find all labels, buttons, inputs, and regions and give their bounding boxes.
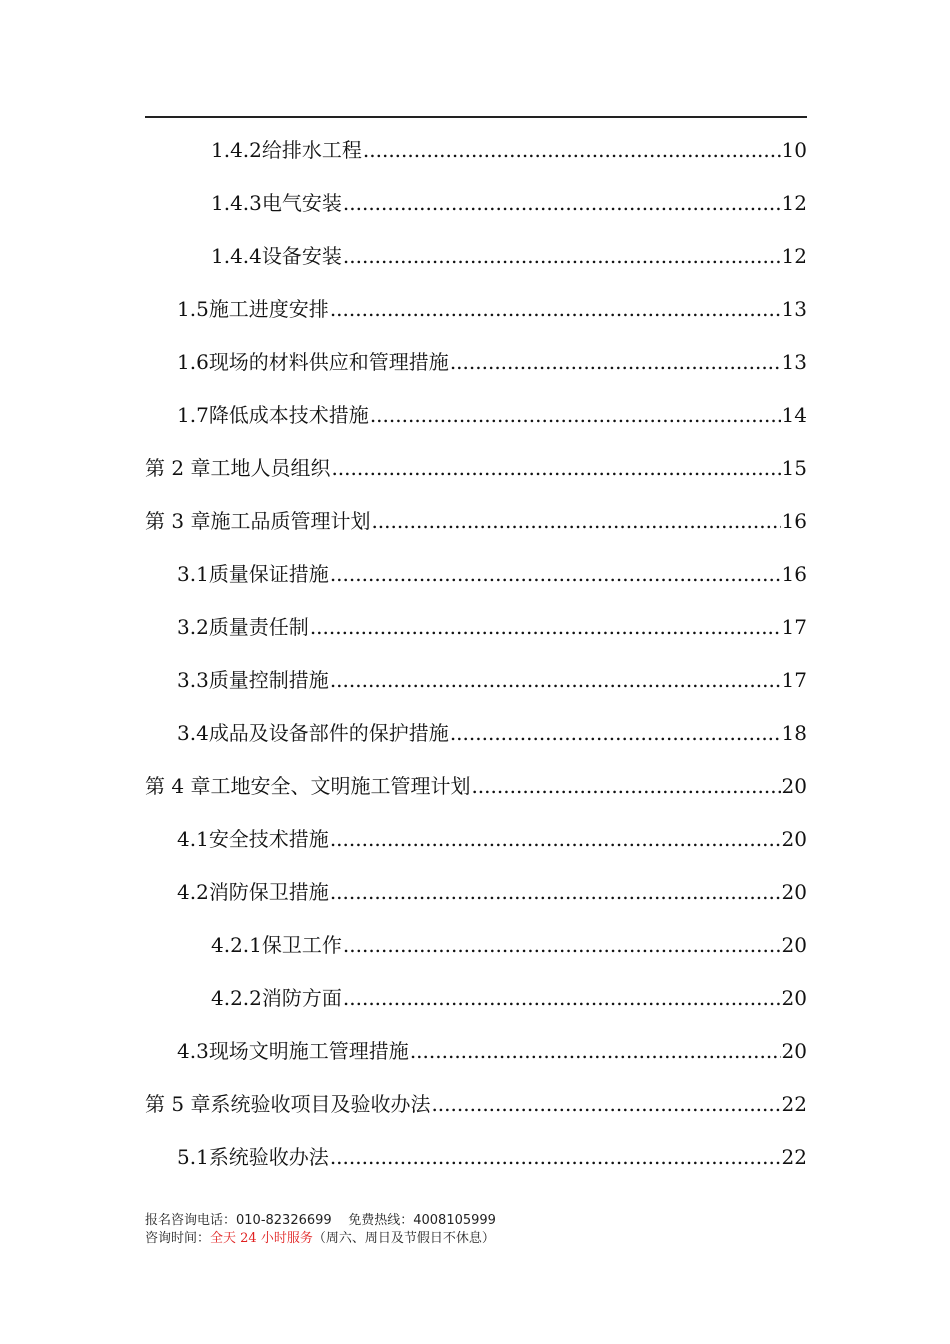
dot-leader — [343, 919, 781, 972]
toc-entry-page: 17 — [781, 615, 807, 639]
toc-entry[interactable] — [145, 654, 807, 707]
toc-entry-page: 13 — [781, 350, 807, 374]
toc-entry-title: 现场文明施工管理措施 — [208, 1039, 409, 1063]
dot-leader — [343, 230, 781, 283]
dot-leader — [363, 124, 781, 177]
dot-leader — [331, 442, 780, 495]
toc-entry-title: 电气安装 — [261, 191, 342, 215]
toc-entry-page: 22 — [781, 1145, 807, 1169]
toc-entry[interactable] — [145, 230, 807, 283]
toc-entry-number: 1.4.3 — [211, 191, 262, 215]
toc-entry-number: 第 3 章 — [145, 509, 211, 533]
toc-entry[interactable] — [145, 495, 807, 548]
toc-entry-page: 20 — [781, 1039, 807, 1063]
dot-leader — [370, 389, 781, 442]
toc-entry-number: 1.7 — [177, 403, 209, 427]
toc-entry-page: 20 — [781, 880, 807, 904]
toc-entry[interactable] — [145, 336, 807, 389]
phone-label: 报名咨询电话： — [145, 1213, 237, 1228]
toc-entry-number: 第 4 章 — [145, 774, 211, 798]
dot-leader — [330, 548, 781, 601]
hotline-number: 4008105999 — [413, 1213, 496, 1228]
toc-entry-title: 施工品质管理计划 — [210, 509, 371, 533]
footer-hours-line — [145, 1230, 496, 1248]
toc-entry-title: 质量控制措施 — [208, 668, 329, 692]
toc-entry-page: 14 — [781, 403, 807, 427]
toc-entry-number: 4.2.1 — [211, 933, 262, 957]
toc-entry[interactable] — [145, 813, 807, 866]
toc-entry-number: 3.4 — [177, 721, 209, 745]
dot-leader — [330, 654, 781, 707]
toc-entry-number: 3.2 — [177, 615, 209, 639]
toc-entry[interactable] — [145, 1025, 807, 1078]
dot-leader — [330, 1131, 781, 1184]
toc-entry-title: 消防保卫措施 — [208, 880, 329, 904]
toc-entry-page: 16 — [781, 509, 807, 533]
toc-entry[interactable] — [145, 760, 807, 813]
toc-entry[interactable] — [145, 548, 807, 601]
toc-entry-number: 1.4.2 — [211, 138, 262, 162]
hours-value: 全天 24 小时服务 — [210, 1231, 313, 1246]
toc-entry-page: 12 — [781, 244, 807, 268]
page-footer — [145, 1212, 496, 1248]
dot-leader — [343, 177, 781, 230]
dot-leader — [450, 336, 781, 389]
toc-entry-title: 质量保证措施 — [208, 562, 329, 586]
toc-entry-number: 第 5 章 — [145, 1092, 211, 1116]
toc-entry-title: 施工进度安排 — [208, 297, 329, 321]
dot-leader — [450, 707, 781, 760]
toc-entry-page: 20 — [781, 986, 807, 1010]
toc-entry-number: 5.1 — [177, 1145, 209, 1169]
dot-leader — [410, 1025, 781, 1078]
toc-entry-number: 3.1 — [177, 562, 209, 586]
toc-entry-title: 现场的材料供应和管理措施 — [208, 350, 449, 374]
toc-entry-page: 10 — [781, 138, 807, 162]
toc-entry-title: 给排水工程 — [261, 138, 362, 162]
toc-entry-title: 成品及设备部件的保护措施 — [208, 721, 449, 745]
toc-entry-page: 17 — [781, 668, 807, 692]
table-of-contents — [145, 124, 807, 1184]
toc-entry-title: 工地人员组织 — [210, 456, 331, 480]
toc-entry[interactable] — [145, 283, 807, 336]
toc-entry-page: 20 — [781, 933, 807, 957]
toc-entry-page: 20 — [781, 774, 807, 798]
toc-entry-title: 降低成本技术措施 — [208, 403, 369, 427]
toc-entry-title: 工地安全、文明施工管理计划 — [210, 774, 471, 798]
toc-entry-page: 20 — [781, 827, 807, 851]
toc-entry-title: 消防方面 — [261, 986, 342, 1010]
footer-contact-line — [145, 1212, 496, 1230]
header-rule — [145, 116, 807, 118]
toc-entry-number: 4.2.2 — [211, 986, 262, 1010]
toc-entry-number: 1.5 — [177, 297, 209, 321]
dot-leader — [330, 283, 781, 336]
toc-entry-title: 保卫工作 — [261, 933, 342, 957]
toc-entry-title: 安全技术措施 — [208, 827, 329, 851]
toc-entry[interactable] — [145, 389, 807, 442]
hours-label: 咨询时间： — [145, 1231, 211, 1246]
dot-leader — [371, 495, 780, 548]
toc-entry[interactable] — [145, 972, 807, 1025]
toc-entry-number: 1.6 — [177, 350, 209, 374]
dot-leader — [310, 601, 781, 654]
dot-leader — [343, 972, 781, 1025]
toc-entry[interactable] — [145, 601, 807, 654]
toc-entry[interactable] — [145, 1131, 807, 1184]
toc-entry-title: 设备安装 — [261, 244, 342, 268]
toc-entry-page: 13 — [781, 297, 807, 321]
toc-entry-page: 22 — [781, 1092, 807, 1116]
toc-entry[interactable] — [145, 707, 807, 760]
dot-leader — [471, 760, 780, 813]
toc-entry-page: 12 — [781, 191, 807, 215]
toc-entry-number: 第 2 章 — [145, 456, 211, 480]
toc-entry-page: 15 — [781, 456, 807, 480]
phone-number: 010-82326699 — [236, 1213, 332, 1228]
toc-entry-page: 18 — [781, 721, 807, 745]
toc-entry[interactable] — [145, 866, 807, 919]
toc-entry-page: 16 — [781, 562, 807, 586]
dot-leader — [330, 866, 781, 919]
toc-entry-number: 4.1 — [177, 827, 209, 851]
dot-leader — [330, 813, 781, 866]
toc-entry-title: 系统验收项目及验收办法 — [210, 1092, 431, 1116]
toc-entry-number: 4.3 — [177, 1039, 209, 1063]
toc-entry[interactable] — [145, 919, 807, 972]
toc-entry-number: 1.4.4 — [211, 244, 262, 268]
toc-entry-title: 质量责任制 — [208, 615, 309, 639]
toc-entry[interactable] — [145, 1078, 807, 1131]
dot-leader — [431, 1078, 780, 1131]
hotline-label: 免费热线： — [348, 1213, 414, 1228]
toc-entry[interactable] — [145, 177, 807, 230]
hours-note: （周六、周日及节假日不休息） — [312, 1231, 495, 1246]
toc-entry-number: 3.3 — [177, 668, 209, 692]
toc-entry[interactable] — [145, 124, 807, 177]
toc-entry-number: 4.2 — [177, 880, 209, 904]
toc-entry[interactable] — [145, 442, 807, 495]
toc-entry-title: 系统验收办法 — [208, 1145, 329, 1169]
